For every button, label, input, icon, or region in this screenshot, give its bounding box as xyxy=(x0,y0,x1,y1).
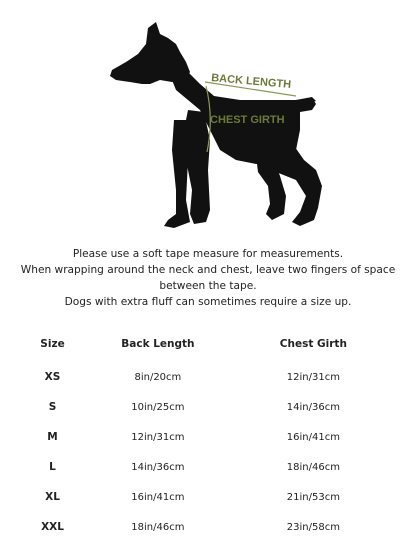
header-back-length: Back Length xyxy=(121,338,195,350)
table-row xyxy=(20,422,396,452)
back-length-cell: 10in/25cm xyxy=(131,401,185,413)
header-size: Size xyxy=(40,338,65,350)
instruction-line-1: Please use a soft tape measure for measurements. xyxy=(72,248,344,260)
size-cell: M xyxy=(47,431,58,443)
table-row xyxy=(20,512,396,542)
back-length-label: BACK LENGTH xyxy=(210,72,292,91)
size-cell: XS xyxy=(44,371,61,383)
measurement-instructions xyxy=(20,246,396,310)
instruction-line-3: Dogs with extra fluff can sometimes require a size up. xyxy=(64,296,352,308)
back-length-cell: 14in/36cm xyxy=(131,461,185,473)
chest-girth-label: CHEST GIRTH xyxy=(210,114,285,126)
size-cell: L xyxy=(49,461,56,473)
size-cell: S xyxy=(48,401,57,413)
back-length-cell: 16in/41cm xyxy=(131,491,185,503)
table-header-row xyxy=(20,326,396,362)
chest-girth-cell: 12in/31cm xyxy=(286,371,340,383)
chest-girth-cell: 21in/53cm xyxy=(286,491,340,503)
dog-silhouette-svg xyxy=(0,0,416,240)
size-chart-table xyxy=(20,326,396,542)
header-chest-girth: Chest Girth xyxy=(279,338,347,350)
back-length-cell: 12in/31cm xyxy=(131,431,185,443)
chest-girth-cell: 23in/58cm xyxy=(286,521,340,533)
size-cell: XL xyxy=(45,491,60,503)
chest-girth-cell: 14in/36cm xyxy=(286,401,340,413)
instruction-line-2: When wrapping around the neck and chest, leave two fingers of space between the tape. xyxy=(20,264,396,292)
table-row xyxy=(20,452,396,482)
back-length-cell: 8in/20cm xyxy=(134,371,182,383)
dog-measurement-figure xyxy=(0,0,416,240)
back-length-cell: 18in/46cm xyxy=(131,521,185,533)
table-row xyxy=(20,482,396,512)
size-cell: XXL xyxy=(41,521,64,533)
chest-girth-cell: 18in/46cm xyxy=(286,461,340,473)
chest-girth-cell: 16in/41cm xyxy=(286,431,340,443)
table-row xyxy=(20,392,396,422)
table-row xyxy=(20,362,396,392)
